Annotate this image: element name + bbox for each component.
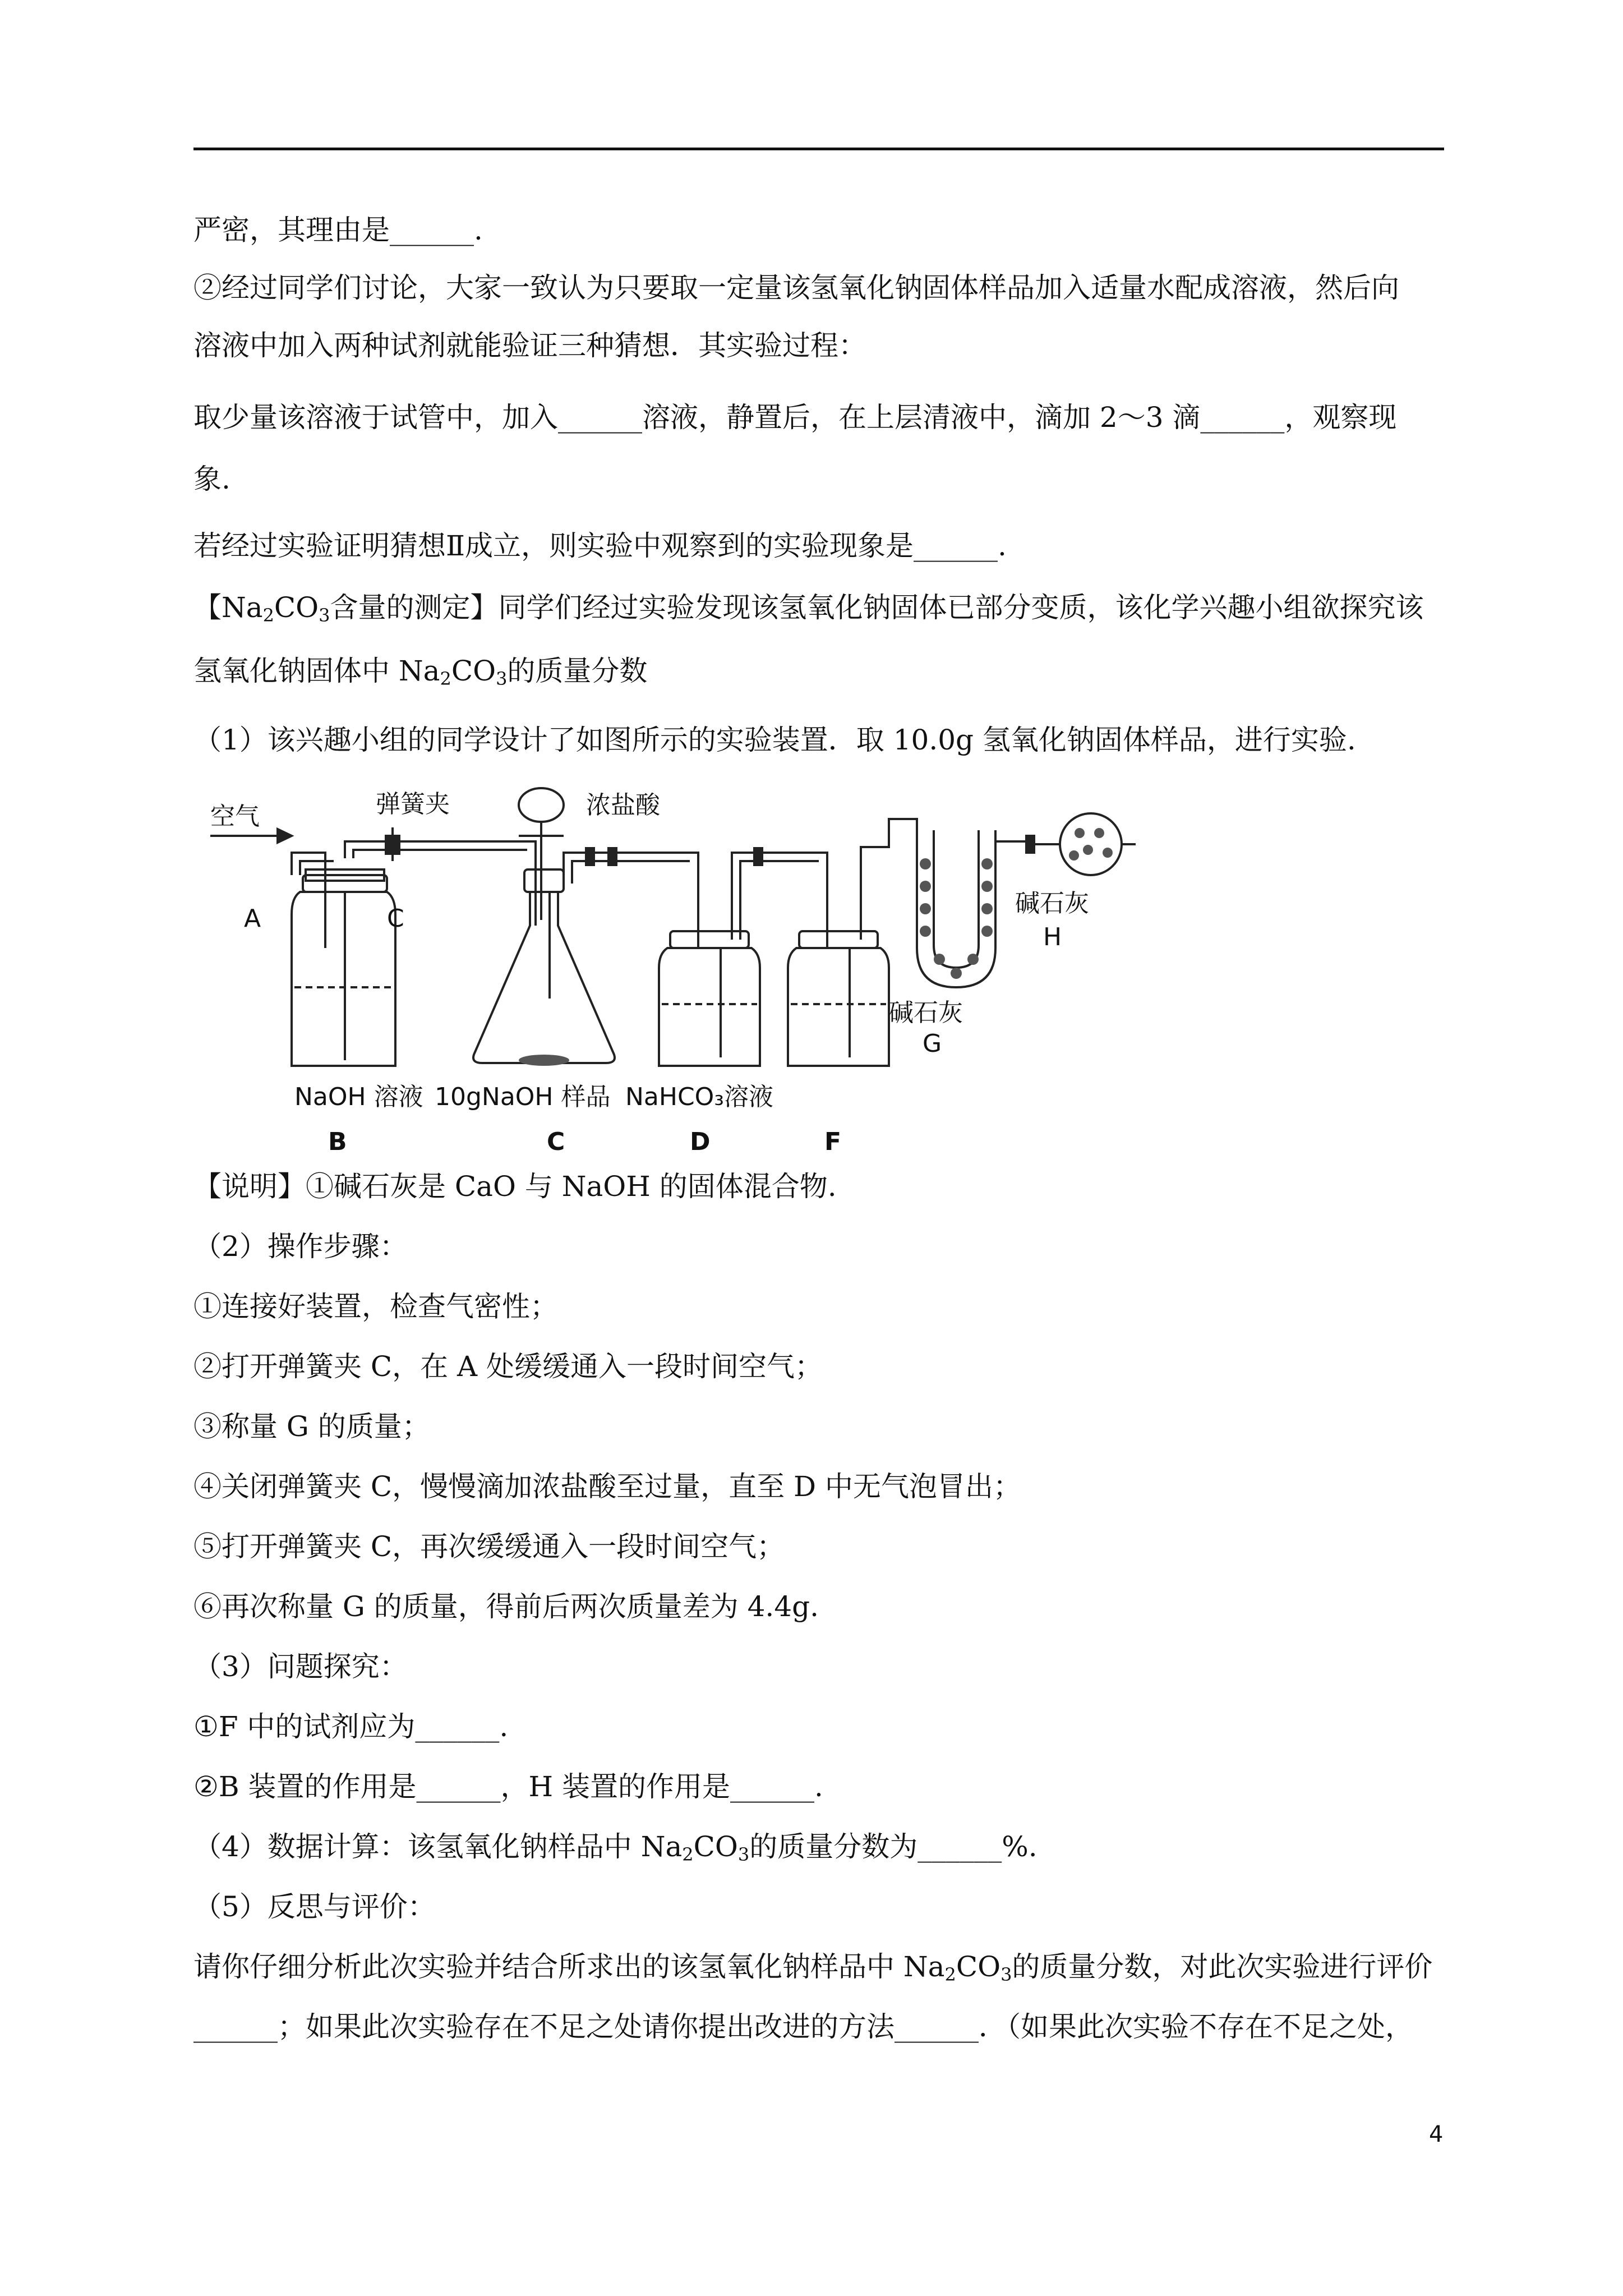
text-line: （1）该兴趣小组的同学设计了如图所示的实验装置．取 10.0g 氢氧化钠固体样品，进行实验. — [193, 724, 1356, 756]
letter-b: B — [328, 1128, 347, 1156]
label-g: G — [923, 1029, 942, 1058]
text-line: ⑤打开弹簧夹 C，再次缓缓通入一段时间空气； — [193, 1530, 785, 1563]
label-conc-hcl: 浓盐酸 — [586, 791, 660, 820]
text-line: ______；如果此次实验存在不足之处请你提出改进的方法______．（如果此次实验不存在不足之处， — [193, 2010, 1413, 2043]
text-line: （5）反思与评价： — [193, 1890, 436, 1923]
text-line: ②打开弹簧夹 C，在 A 处缓缓通入一段时间空气； — [193, 1350, 823, 1383]
text-line: ④关闭弹簧夹 C，慢慢滴加浓盐酸至过量，直至 D 中无气泡冒出； — [193, 1470, 1022, 1503]
label-soda-lime-g: 碱石灰 — [889, 999, 963, 1027]
text-line: 取少量该溶液于试管中，加入______溶液，静置后，在上层清液中，滴加 2～3 滴______，观察现 — [193, 401, 1397, 434]
text-line: 若经过实验证明猜想Ⅱ成立，则实验中观察到的实验现象是______. — [193, 530, 1007, 562]
text-line: （3）问题探究： — [193, 1650, 408, 1683]
text-line: 象. — [193, 463, 230, 495]
text-line: ①F 中的试剂应为______. — [193, 1710, 509, 1743]
text-line: ②B 装置的作用是______，H 装置的作用是______. — [193, 1770, 823, 1803]
label-c-clip: C — [387, 904, 404, 933]
letter-c: C — [547, 1128, 565, 1156]
header-rule — [193, 148, 1444, 150]
letter-d: D — [690, 1128, 711, 1156]
text-line: ③称量 G 的质量； — [193, 1410, 430, 1443]
label-soda-lime-h: 碱石灰 — [1015, 889, 1089, 918]
text-line: ⑥再次称量 G 的质量，得前后两次质量差为 4.4g. — [193, 1590, 819, 1623]
caption-c: 10gNaOH 样品 — [435, 1083, 611, 1111]
apparatus-figure — [193, 780, 1136, 1161]
text-line: （2）操作步骤： — [193, 1230, 408, 1263]
text-line: ②经过同学们讨论，大家一致认为只要取一定量该氢氧化钠固体样品加入适量水配成溶液，然后向 — [193, 272, 1399, 304]
label-spring-clip: 弹簧夹 — [376, 790, 450, 818]
text-line: 溶液中加入两种试剂就能验证三种猜想．其实验过程： — [193, 329, 866, 362]
text-line: 【说明】①碱石灰是 CaO 与 NaOH 的固体混合物. — [193, 1170, 837, 1203]
text-line: ①连接好装置，检查气密性； — [193, 1290, 558, 1323]
text-line: （4）数据计算：该氢氧化钠样品中 $Na_2CO_3$的质量分数为______%. — [193, 1830, 1038, 1865]
text-line: 请你仔细分析此次实验并结合所求出的该氢氧化钠样品中 $Na_2CO_3$的质量分数，对此次实验进行评价 — [193, 1950, 1433, 1985]
label-air: 空气 — [210, 802, 260, 831]
text-line: 严密，其理由是______. — [193, 214, 483, 246]
text-line: 氢氧化钠固体中 $Na_2CO_3$的质量分数 — [193, 655, 648, 689]
page-number: 4 — [1429, 2122, 1444, 2147]
label-h: H — [1043, 923, 1062, 951]
caption-d: NaHCO₃溶液 — [625, 1083, 773, 1111]
letter-f: F — [824, 1128, 842, 1156]
label-a: A — [244, 904, 261, 933]
text-line: 【$Na_2CO_3$含量的测定】同学们经过实验发现该氢氧化钠固体已部分变质，该化学兴趣小组欲探究该 — [193, 591, 1424, 626]
caption-b: NaOH 溶液 — [294, 1083, 423, 1111]
